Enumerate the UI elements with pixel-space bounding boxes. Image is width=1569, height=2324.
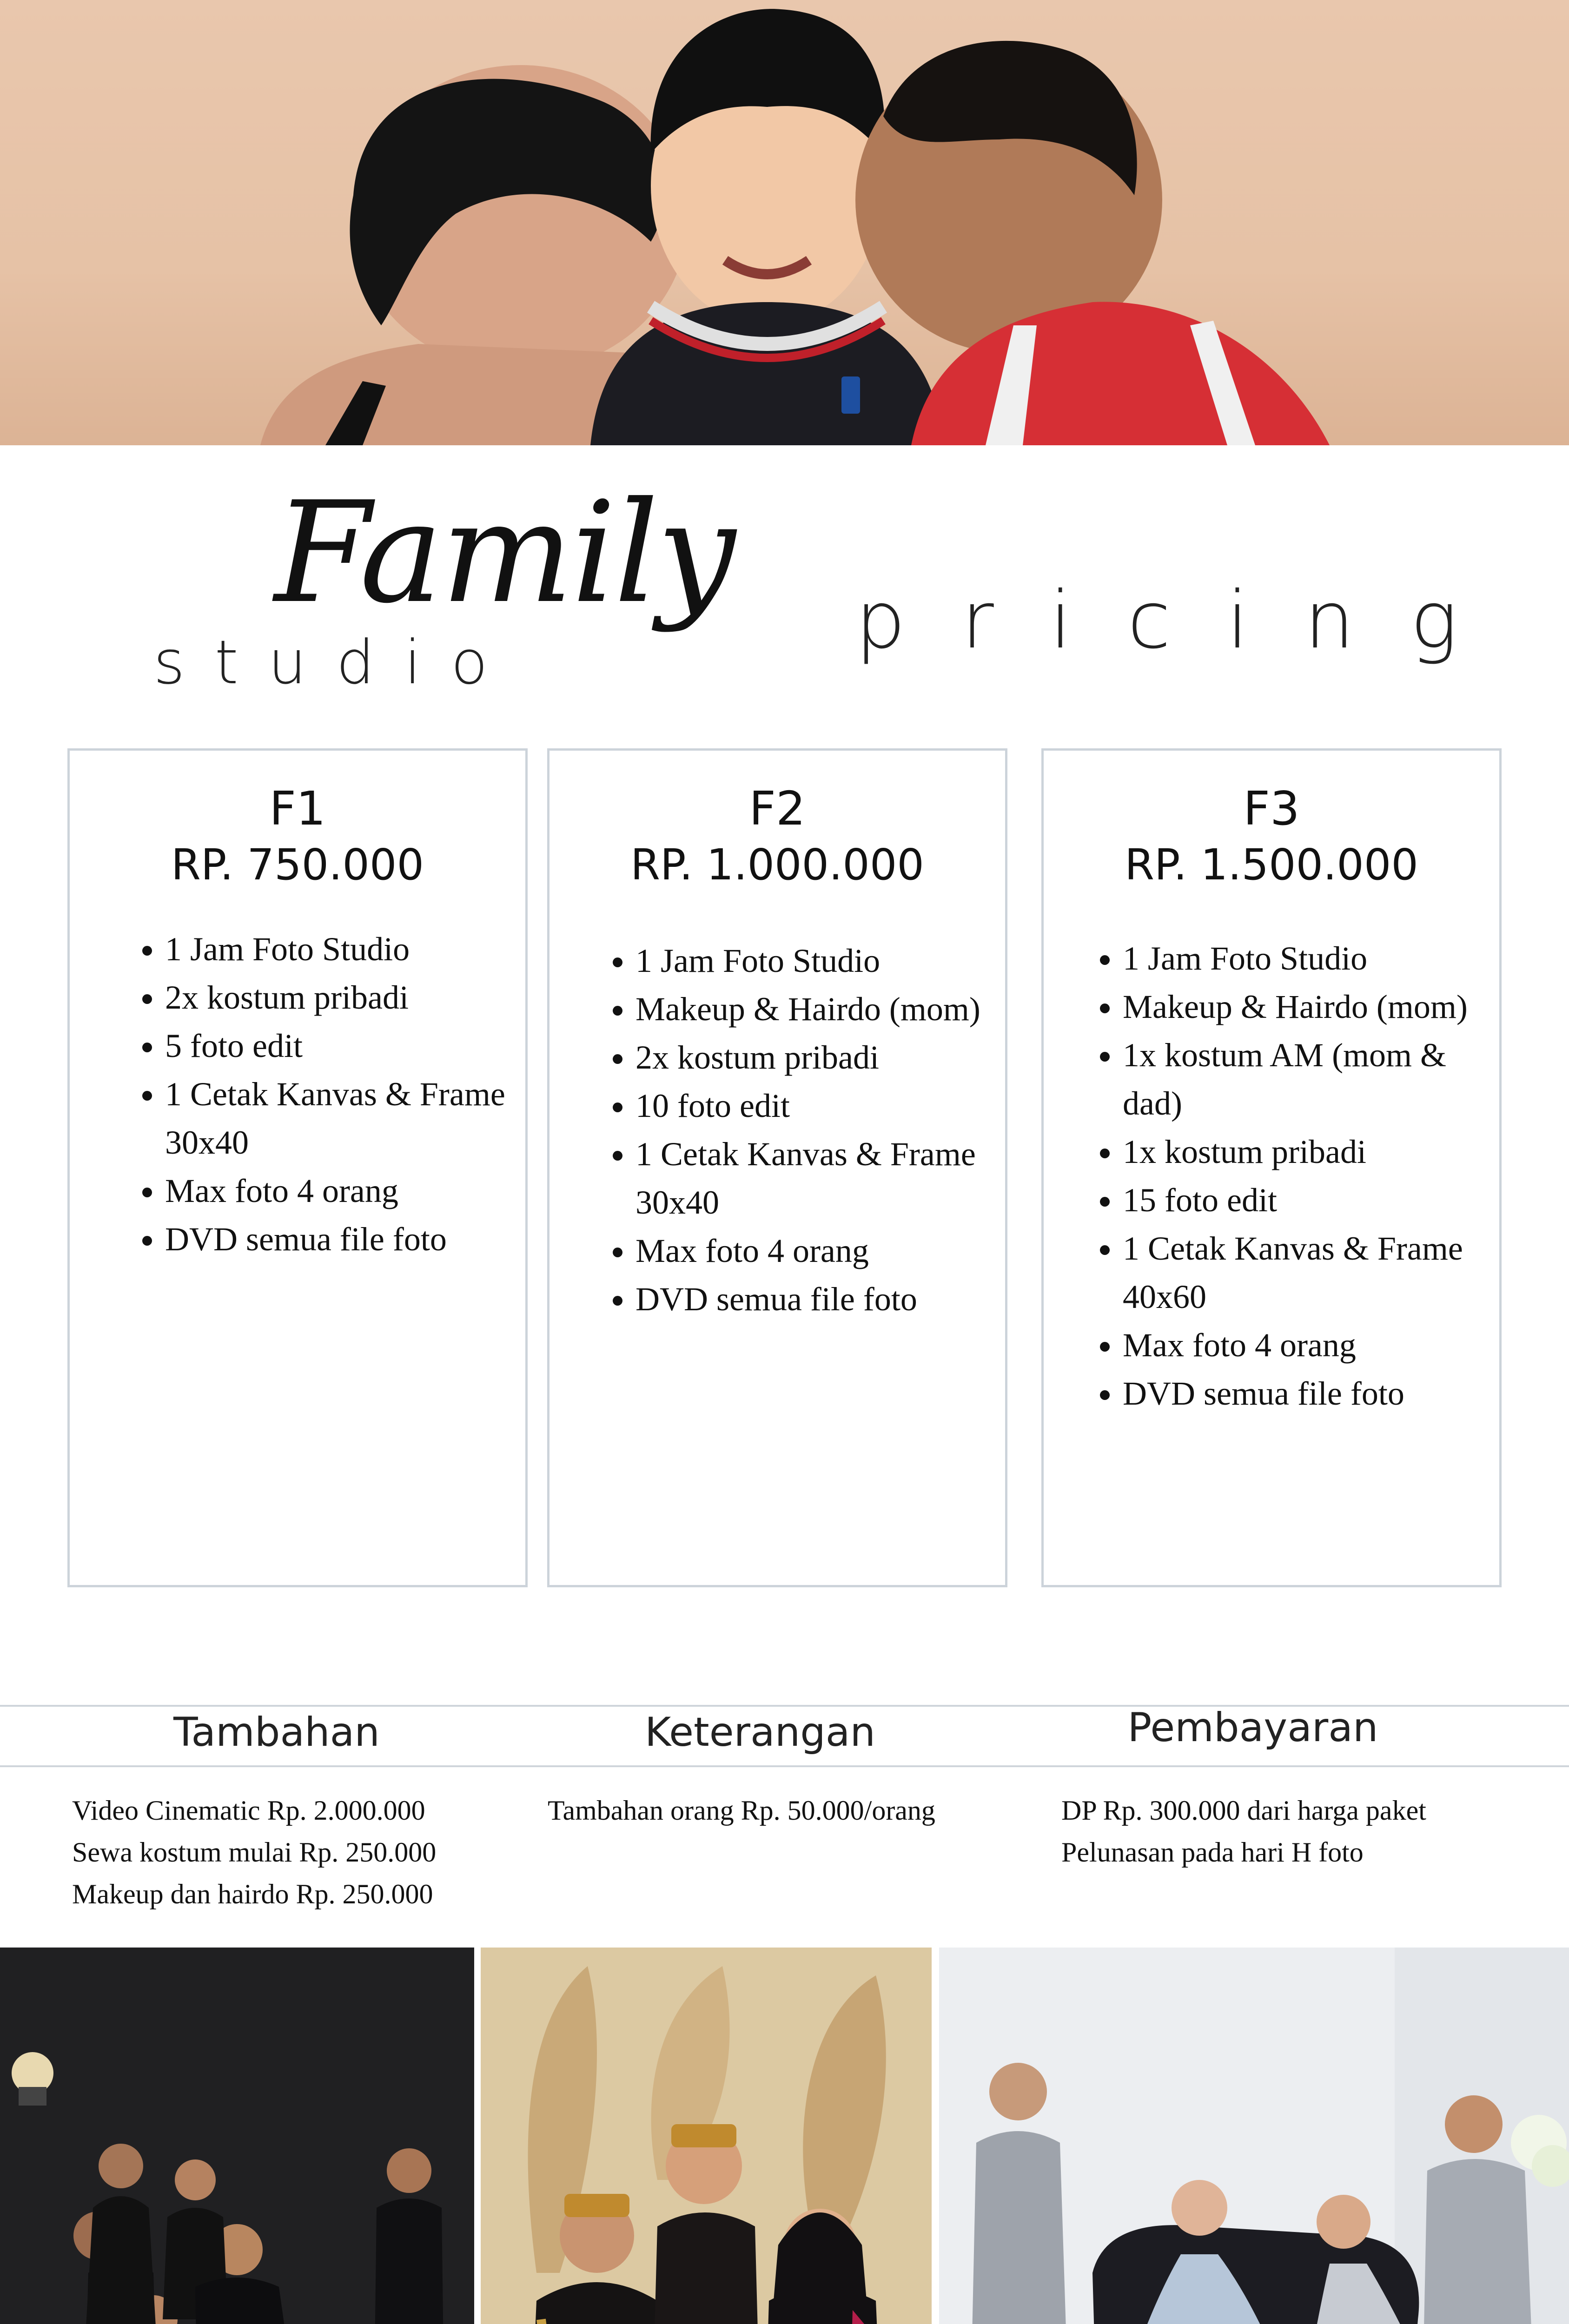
tambahan-line: Sewa kostum mulai Rp. 250.000 xyxy=(72,1837,437,1868)
package-feature-list xyxy=(112,925,511,1263)
feature-item: • 1 Cetak Kanvas & Frame 30x40 xyxy=(636,1130,991,1227)
package-card-f3 xyxy=(1041,748,1502,1587)
feature-item: • 1 Cetak Kanvas & Frame 30x40 xyxy=(165,1070,511,1167)
keterangan-line: Tambahan orang Rp. 50.000/orang xyxy=(548,1795,935,1826)
feature-item: • Max foto 4 orang xyxy=(165,1167,511,1215)
pembayaran-list xyxy=(1061,1789,1426,1873)
heading-keterangan: Keterangan xyxy=(644,1709,875,1756)
hero-photo xyxy=(0,0,1569,445)
feature-item: • 15 foto edit xyxy=(1123,1176,1485,1224)
feature-item: • 1 Cetak Kanvas & Frame 40x60 xyxy=(1123,1224,1485,1321)
package-price: RP. 750.000 xyxy=(171,840,424,890)
package-code: F3 xyxy=(1243,781,1300,836)
package-code: F2 xyxy=(749,781,806,836)
photo-family-black-outfits xyxy=(0,1948,474,2324)
feature-item: • 1 Jam Foto Studio xyxy=(1123,934,1485,983)
package-card-f1 xyxy=(67,748,528,1587)
pembayaran-line: Pelunasan pada hari H foto xyxy=(1061,1837,1364,1868)
feature-item: • 10 foto edit xyxy=(636,1082,991,1130)
package-code: F1 xyxy=(269,781,326,836)
feature-item: • 2x kostum pribadi xyxy=(165,973,511,1022)
feature-item: • 1x kostum AM (mom & dad) xyxy=(1123,1031,1485,1128)
feature-item: • Makeup & Hairdo (mom) xyxy=(636,985,991,1033)
feature-item: • Makeup & Hairdo (mom) xyxy=(1123,983,1485,1031)
photo-family-javanese-attire xyxy=(481,1948,932,2324)
feature-item: • 1x kostum pribadi xyxy=(1123,1128,1485,1176)
package-feature-list xyxy=(1069,934,1485,1418)
keterangan-list xyxy=(548,1789,935,1831)
title-pricing: pricing xyxy=(855,574,1514,667)
feature-item: • DVD semua file foto xyxy=(165,1215,511,1263)
feature-item: • DVD semua file foto xyxy=(1123,1369,1485,1418)
package-card-f2 xyxy=(547,748,1007,1587)
heading-pembayaran: Pembayaran xyxy=(1127,1704,1378,1751)
family-kiss-illustration xyxy=(0,0,1569,445)
package-feature-list xyxy=(582,937,991,1323)
divider-bottom xyxy=(0,1765,1569,1767)
title-studio: studio xyxy=(153,627,518,698)
package-price: RP. 1.500.000 xyxy=(1125,840,1418,890)
feature-item: • Max foto 4 orang xyxy=(636,1227,991,1275)
tambahan-line: Makeup dan hairdo Rp. 250.000 xyxy=(72,1879,433,1909)
package-price: RP. 1.000.000 xyxy=(630,840,924,890)
tambahan-line: Video Cinematic Rp. 2.000.000 xyxy=(72,1795,425,1826)
photo-family-formal-attire xyxy=(939,1948,1569,2324)
title-family: Family xyxy=(274,472,734,634)
feature-item: • 2x kostum pribadi xyxy=(636,1033,991,1082)
tambahan-list xyxy=(72,1789,436,1915)
feature-item: • 5 foto edit xyxy=(165,1022,511,1070)
feature-item: • Max foto 4 orang xyxy=(1123,1321,1485,1369)
feature-item: • 1 Jam Foto Studio xyxy=(165,925,511,973)
feature-item: • 1 Jam Foto Studio xyxy=(636,937,991,985)
feature-item: • DVD semua file foto xyxy=(636,1275,991,1323)
heading-tambahan: Tambahan xyxy=(173,1709,380,1756)
pembayaran-line: DP Rp. 300.000 dari harga paket xyxy=(1061,1795,1426,1826)
